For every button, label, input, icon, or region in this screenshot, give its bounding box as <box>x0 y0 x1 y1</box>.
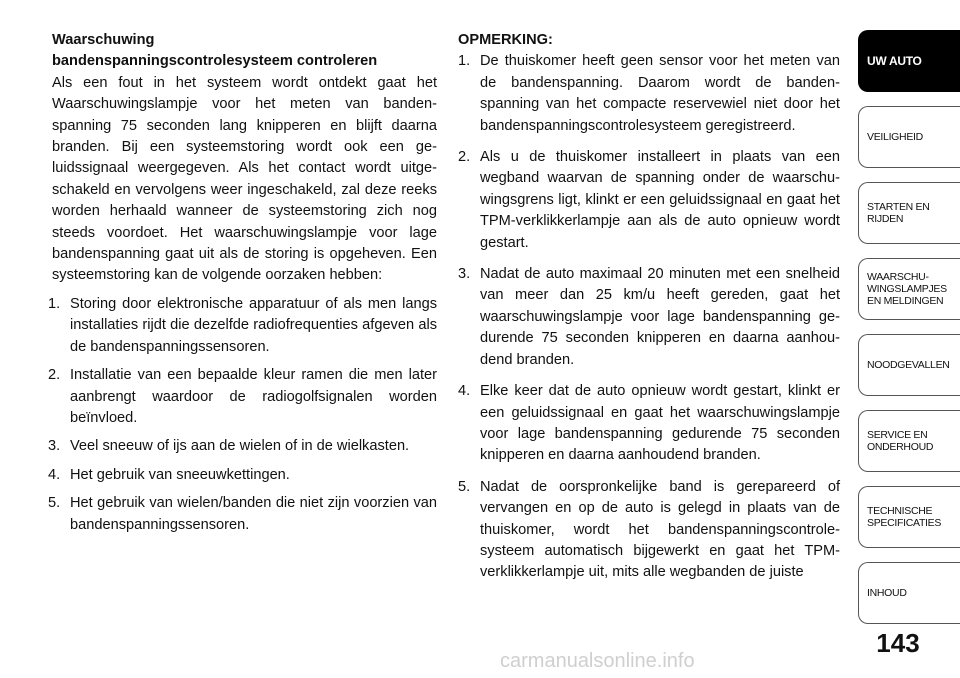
item-text: De thuiskomer heeft geen sensor voor het meten van de bandenspanning. Daarom wordt de bandenspanning van het compacte reservewiel niet door het bandenspanningscontrolesysteem geregistreerd. <box>480 53 840 134</box>
list-item <box>48 493 437 536</box>
item-number: 3. <box>458 266 471 283</box>
tab-label: SERVICE EN ONDERHOUD <box>867 429 934 453</box>
tab-starten-en-rijden[interactable] <box>858 182 960 244</box>
tab-veiligheid[interactable] <box>858 106 960 168</box>
item-text: Veel sneeuw of ijs aan de wielen of in de wielkasten. <box>70 438 410 455</box>
list-item <box>48 465 437 486</box>
item-number: 4. <box>48 466 61 483</box>
tab-label: TECHNISCHE SPECIFICATIES <box>867 505 942 529</box>
item-text: Het gebruik van sneeuwkettingen. <box>70 466 290 483</box>
list-item <box>458 147 840 254</box>
list-item <box>458 477 840 584</box>
section-heading <box>52 30 437 73</box>
heading-line-1: Waarschuwing <box>52 32 155 48</box>
item-number: 5. <box>48 495 61 512</box>
item-number: 1. <box>458 53 471 70</box>
list-item <box>458 381 840 467</box>
item-text: Nadat de auto maximaal 20 minuten met een snelheid van meer dan 25 km/u heeft gereden, gaat het waarschuwingslampje voor lage bandenspanning gedurende 75 seconden knipperen en daarna aanhoudend branden. <box>480 266 840 368</box>
heading-line-2: bandenspanningscontrolesysteem controleren <box>52 53 378 70</box>
tab-label: WAARSCHU- WINGSLAMPJES EN MELDINGEN <box>867 271 947 307</box>
left-column <box>48 30 437 536</box>
tab-label: VEILIGHEID <box>867 131 923 143</box>
list-item <box>458 51 840 137</box>
note-list <box>458 51 840 583</box>
item-number: 5. <box>458 478 471 495</box>
item-text: Nadat de oorspronkelijke band is gerepareerd of vervangen en op de auto is gelegd in plaats van de thuiskomer, wordt het bandenspanningscontrolesysteem automatisch bijgewerkt en gaat het TPM-verklikkerlampje uit, mits alle wegbanden de juiste <box>480 478 840 581</box>
item-text: Storing door elektronische apparatuur of als men langs installaties rijdt die dezelfde radiofrequenties afgeven als de bandenspanningssensoren. <box>70 295 437 355</box>
tab-inhoud[interactable] <box>858 562 960 624</box>
watermark: carmanualsonline.info <box>500 650 695 672</box>
item-number: 2. <box>48 367 61 384</box>
tab-technische-specificaties[interactable] <box>858 486 960 548</box>
note-heading: OPMERKING: <box>458 32 553 48</box>
item-number: 2. <box>458 149 471 166</box>
tab-label: NOODGEVALLEN <box>867 359 950 371</box>
intro-paragraph: Als een fout in het systeem wordt ontdekt gaat het Waarschuwingslampje voor het meten van bandenspanning 75 seconden lang knipperen en blijft daarna branden. Bij een systeemstoring wordt ook een geluidssignaal weergegeven. Als het contact wordt uitgeschakeld en vervolgens weer ingeschakeld, zal deze reeks worden herhaald wanneer de systeemstoring zich nog steeds voordoet. Het waarschuwingslampje voor lage bandenspanning gaat uit als de storing is opgeheven. Een systeemstoring kan de volgende oorzaken hebben: <box>52 74 437 284</box>
list-item <box>48 294 437 358</box>
chapter-tabs <box>858 30 960 638</box>
page-number: 143 <box>876 628 920 658</box>
item-number: 4. <box>458 383 471 400</box>
tab-label: INHOUD <box>867 587 907 599</box>
tab-label: UW AUTO <box>867 54 922 68</box>
item-text: Als u de thuiskomer installeert in plaats van een wegband waarvan de spanning onder de waarschuwingsgrens ligt, klinkt er een geluidssignaal en gaat het TPM-verklikkerlampje aan als de auto opnieuw wordt gestart. <box>480 149 840 251</box>
right-column <box>458 30 840 584</box>
list-item <box>458 264 840 371</box>
tab-uw-auto[interactable] <box>858 30 960 92</box>
list-item <box>48 436 437 457</box>
cause-list <box>48 294 437 536</box>
tab-label: STARTEN EN RIJDEN <box>867 201 930 225</box>
tab-noodgevallen[interactable] <box>858 334 960 396</box>
tab-waarschuwingslampjes[interactable] <box>858 258 960 320</box>
item-text: Het gebruik van wielen/banden die niet zijn voorzien van bandenspanningssensoren. <box>70 495 437 533</box>
item-number: 3. <box>48 438 61 455</box>
item-number: 1. <box>48 295 61 312</box>
list-item <box>48 365 437 429</box>
tab-service-en-onderhoud[interactable] <box>858 410 960 472</box>
item-text: Elke keer dat de auto opnieuw wordt gestart, klinkt er een geluidssignaal en gaat het waarschuwingslampje voor lage bandenspanning gedurende 75 seconden knipperen en daarna aanhoudend branden. <box>480 383 840 464</box>
item-text: Installatie van een bepaalde kleur ramen die men later aanbrengt waardoor de radiogolfsignalen worden beïnvloed. <box>70 367 437 426</box>
